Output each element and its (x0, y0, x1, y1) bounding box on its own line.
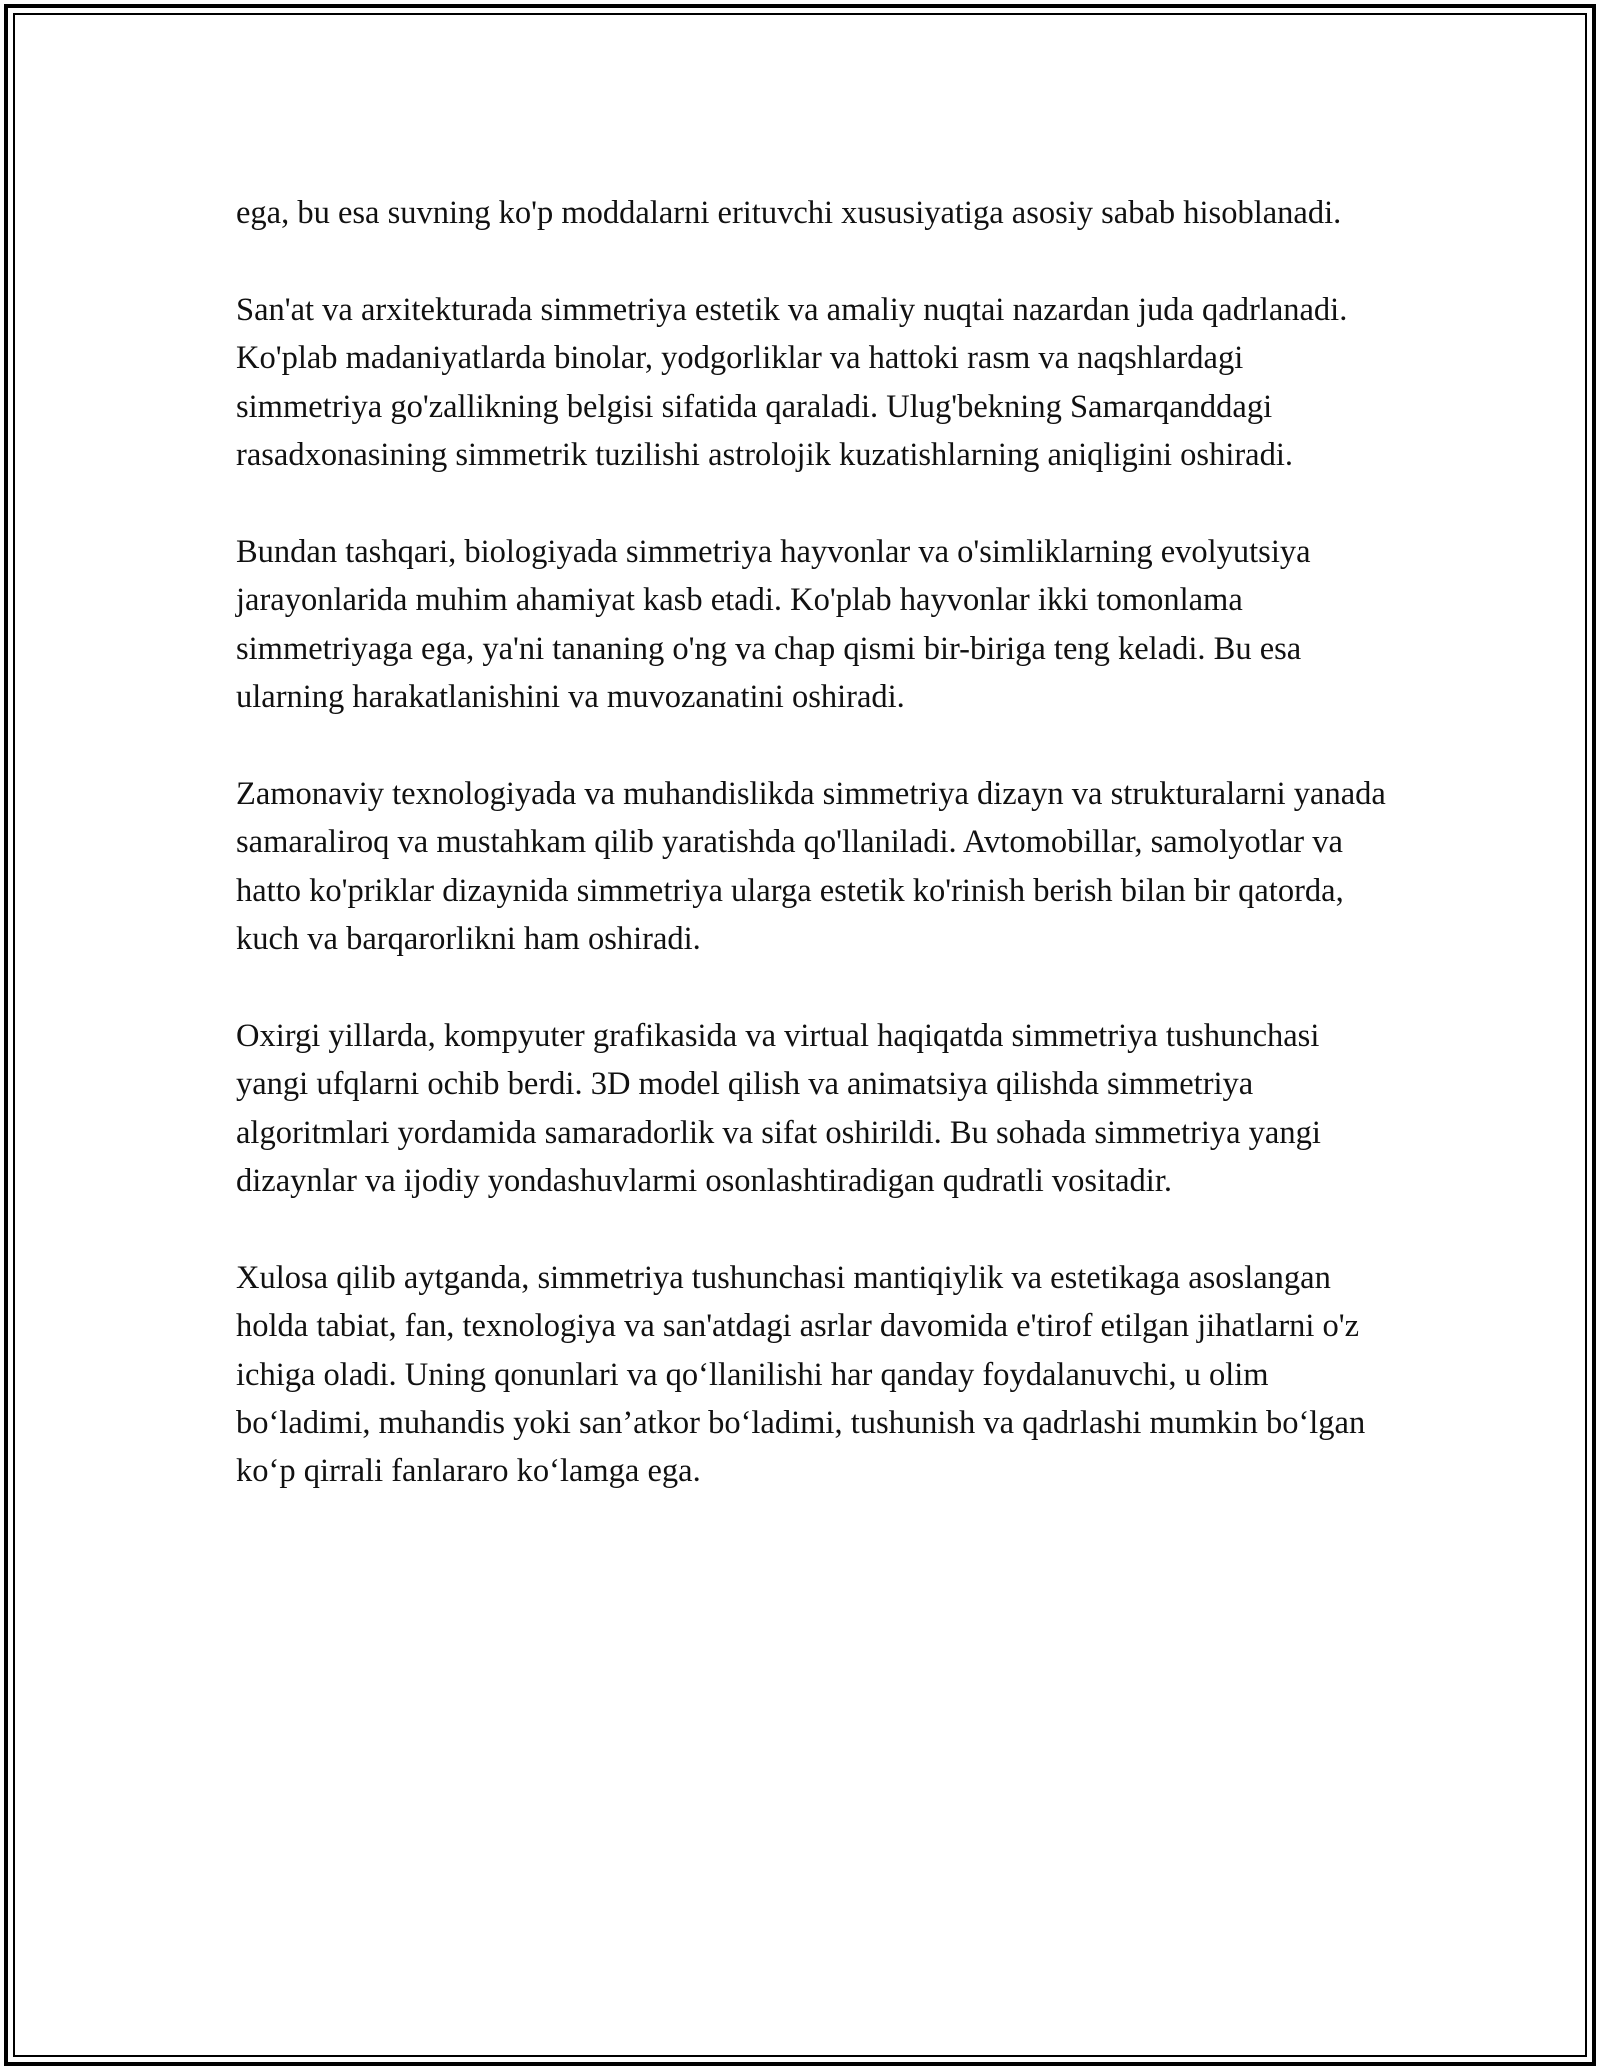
paragraph-solvent: ega, bu esa suvning ko'p moddalarni erituvchi xususiyatiga asosiy sabab hisoblanadi. (236, 195, 1342, 231)
paragraph-technology: Zamonaviy texnologiyada va muhandislikda simmetriya dizayn va strukturalarni yanada samaraliroq va mustahkam qilib yaratishda qo'llaniladi. Avtomobillar, samolyotlar va hatto ko'priklar dizaynida simmetriya ularga estetik ko'rinish berish bilan bir qatorda, kuch va barqarorlikni ham oshiradi. (236, 775, 1386, 958)
paragraph-computer-graphics: Oxirgi yillarda, kompyuter grafikasida va virtual haqiqatda simmetriya tushunchasi yangi ufqlarni ochib berdi. 3D model qilish va animatsiya qilishda simmetriya algoritmlari yordamida samaradorlik va sifat oshirildi. Bu sohada simmetriya yangi dizaynlar va ijodiy yondashuvlarmi osonlashtiradigan qudratli vositadir. (236, 1017, 1321, 1200)
paragraph-conclusion: Xulosa qilib aytganda, simmetriya tushunchasi mantiqiylik va estetikaga asoslangan holda tabiat, fan, texnologiya va san'atdagi asrlar davomida e'tirof etilgan jihatlarni o'z ichiga oladi. Uning qonunlari va qo‘llanilishi har qanday foydalanuvchi, u olim bo‘ladimi, muhandis yoki san’atkor bo‘ladimi, tushunish va qadrlashi mumkin bo‘lgan ko‘p qirrali fanlararo ko‘lamga ega. (236, 1259, 1366, 1490)
paragraph-art-architecture: San'at va arxitekturada simmetriya estetik va amaliy nuqtai nazardan juda qadrlanadi. Ko'plab madaniyatlarda binolar, yodgorliklar va hattoki rasm va naqshlardagi simmetriya go'zallikning belgisi sifatida qaraladi. Ulug'bekning Samarqanddagi rasadxonasining simmetrik tuzilishi astrolojik kuzatishlarning aniqligini oshiradi. (236, 291, 1348, 474)
paragraph-biology: Bundan tashqari, biologiyada simmetriya hayvonlar va o'simliklarning evolyutsiya jarayonlarida muhim ahamiyat kasb etadi. Ko'plab hayvonlar ikki tomonlama simmetriyaga ega, ya'ni tananing o'ng va chap qismi bir-biriga teng keladi. Bu esa ularning harakatlanishini va muvozanatini oshiradi. (236, 533, 1311, 716)
document-body (236, 189, 1386, 1496)
